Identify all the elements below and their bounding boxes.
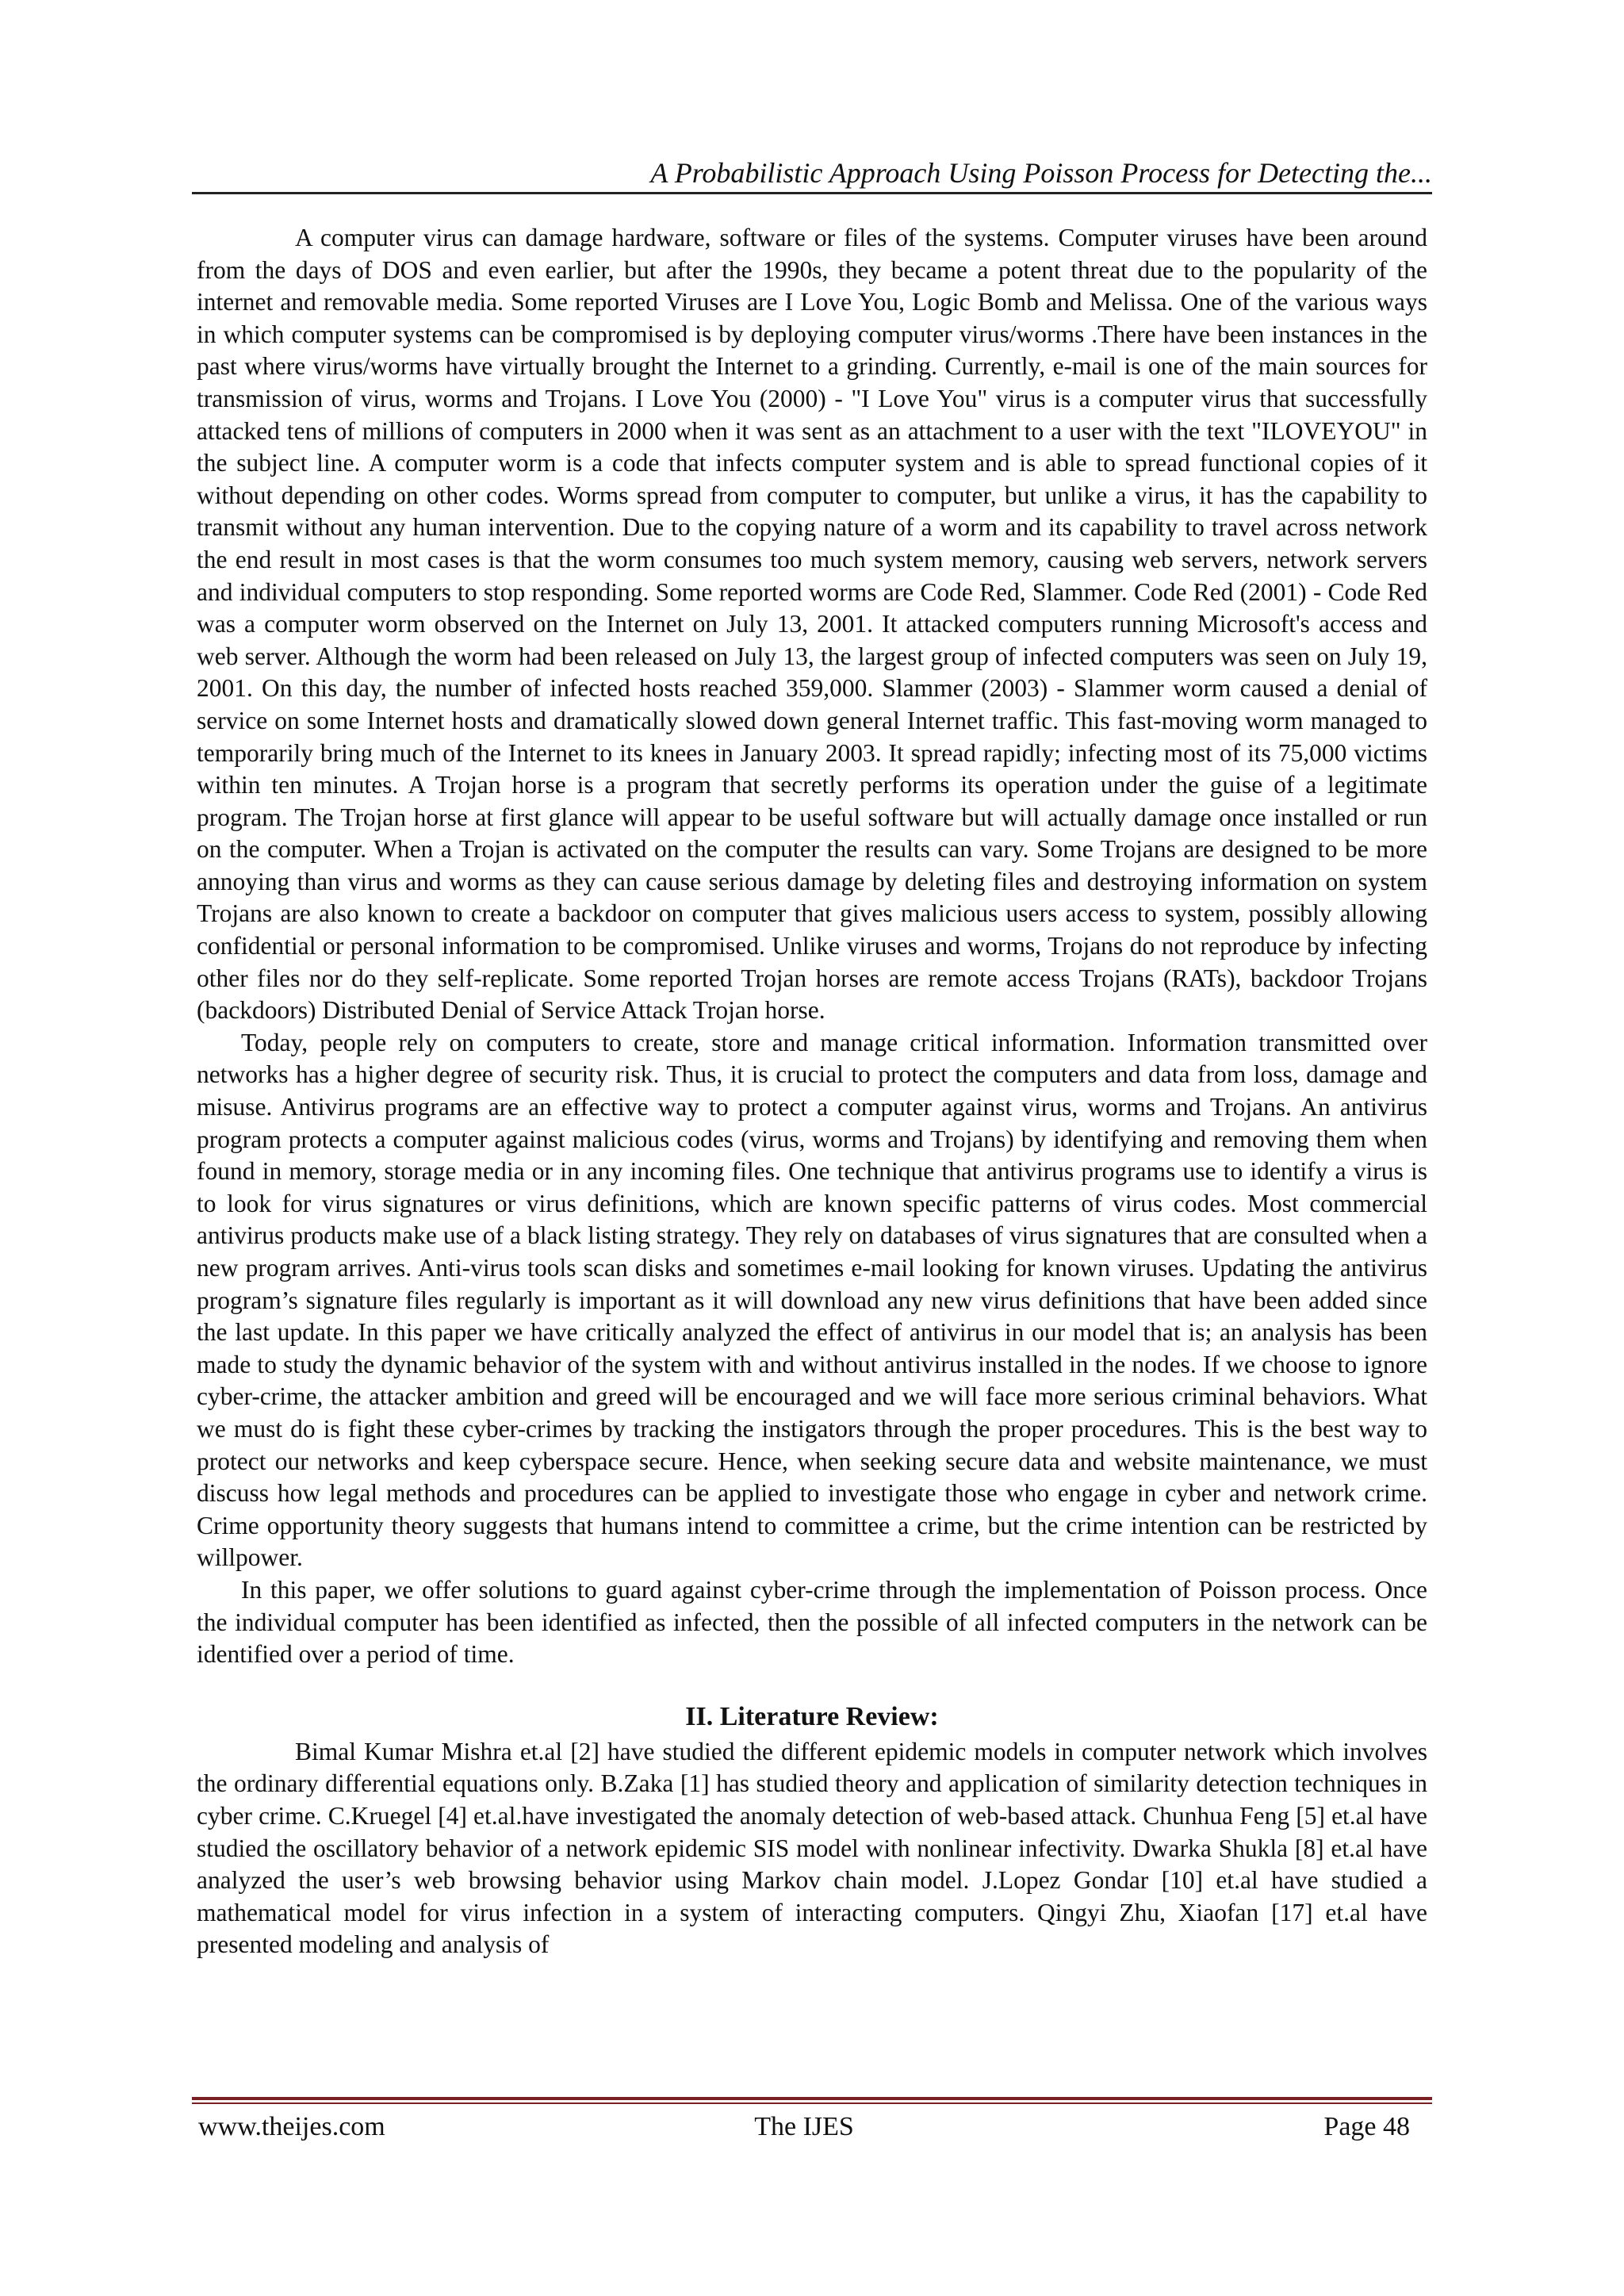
page-body: [197, 222, 1427, 1961]
section-heading: II. Literature Review:: [685, 1701, 939, 1731]
body-paragraph-1: A computer virus can damage hardware, software or files of the systems. Computer viruses have been around from the days of DOS and even earlier, but after the 1990s, they became a potent threat due to the popularity of the internet and removable media. Some reported Viruses are I Love You, Logic Bomb and Melissa. One of the various ways in which computer systems can be compromised is by deploying computer virus/worms .There have been instances in the past where virus/worms have virtually brought the Internet to a grinding. Currently, e-mail is one of the main sources for transmission of virus, worms and Trojans. I Love You (2000) - "I Love You" virus is a computer virus that successfully attacked tens of millions of computers in 2000 when it was sent as an attachment to a user with the text "ILOVEYOU" in the subject line. A computer worm is a code that infects computer system and is able to spread functional copies of it without depending on other codes. Worms spread from computer to computer, but unlike a virus, it has the capability to transmit without any human intervention. Due to the copying nature of a worm and its capability to travel across network the end result in most cases is that the worm consumes too much system memory, causing web servers, network servers and individual computers to stop responding. Some reported worms are Code Red, Slammer. Code Red (2001) - Code Red was a computer worm observed on the Internet on July 13, 2001. It attacked computers running Microsoft's access and web server. Although the worm had been released on July 13, the largest group of infected computers was seen on July 19, 2001. On this day, the number of infected hosts reached 359,000. Slammer (2003) - Slammer worm caused a denial of service on some Internet hosts and dramatically slowed down general Internet traffic. This fast-moving worm managed to temporarily bring much of the Internet to its knees in January 2003. It spread rapidly; infecting most of its 75,000 victims within ten minutes. A Trojan horse is a program that secretly performs its operation under the guise of a legitimate program. The Trojan horse at first glance will appear to be useful software but will actually damage once installed or run on the computer. When a Trojan is activated on the computer the results can vary. Some Trojans are designed to be more annoying than virus and worms as they can cause serious damage by deleting files and destroying information on system Trojans are also known to create a backdoor on computer that gives malicious users access to system, possibly allowing confidential or personal information to be compromised. Unlike viruses and worms, Trojans do not reproduce by infecting other files nor do they self-replicate. Some reported Trojan horses are remote access Trojans (RATs), backdoor Trojans (backdoors) Distributed Denial of Service Attack Trojan horse.: [197, 224, 1427, 1025]
running-header-title: A Probabilistic Approach Using Poisson Process for Detecting the...: [650, 157, 1432, 189]
footer-website: www.theijes.com: [198, 2112, 385, 2141]
literature-review-paragraph: Bimal Kumar Mishra et.al [2] have studied the different epidemic models in computer network which involves the ordinary differential equations only. B.Zaka [1] has studied theory and application of similarity detection techniques in cyber crime. C.Kruegel [4] et.al.have investigated the anomaly detection of web-based attack. Chunhua Feng [5] et.al have studied the oscillatory behavior of a network epidemic SIS model with nonlinear infectivity. Dwarka Shukla [8] et.al have analyzed the user’s web browsing behavior using Markov chain model. J.Lopez Gondar [10] et.al have studied a mathematical model for virus infection in a system of interacting computers. Qingyi Zhu, Xiaofan [17] et.al have presented modeling and analysis of: [197, 1737, 1427, 1959]
header-rule: [192, 192, 1432, 194]
footer-rule-thin: [192, 2102, 1432, 2104]
body-paragraph-3: In this paper, we offer solutions to guard against cyber-crime through the implementation of Poisson process. Once the individual computer has been identified as infected, then the possible of all infected computers in the network can be identified over a period of time.: [197, 1575, 1427, 1669]
body-paragraph-2: Today, people rely on computers to create, store and manage critical information. Information transmitted over networks has a higher degree of security risk. Thus, it is crucial to protect the computers and data from loss, damage and misuse. Antivirus programs are an effective way to protect a computer against virus, worms and Trojans. An antivirus program protects a computer against malicious codes (virus, worms and Trojans) by identifying and removing them when found in memory, storage media or in any incoming files. One technique that antivirus programs use to identify a virus is to look for virus signatures or virus definitions, which are known specific patterns of virus codes. Most commercial antivirus products make use of a black listing strategy. They rely on databases of virus signatures that are consulted when a new program arrives. Anti-virus tools scan disks and sometimes e-mail looking for known viruses. Updating the antivirus program’s signature files regularly is important as it will download any new virus definitions that have been added since the last update. In this paper we have critically analyzed the effect of antivirus in our model that is; an analysis has been made to study the dynamic behavior of the system with and without antivirus installed in the nodes. If we choose to ignore cyber-crime, the attacker ambition and greed will be encouraged and we will face more serious criminal behaviors. What we must do is fight these cyber-crimes by tracking the instigators through the proper procedures. This is the best way to protect our networks and keep cyberspace secure. Hence, when seeking secure data and website maintenance, we must discuss how legal methods and procedures can be applied to investigate those who engage in cyber and network crime. Crime opportunity theory suggests that humans intend to committee a crime, but the crime intention can be restricted by willpower.: [197, 1028, 1427, 1572]
footer-rule: [192, 2097, 1432, 2100]
footer-page-number: Page 48: [1323, 2112, 1410, 2141]
footer-journal: The IJES: [754, 2112, 854, 2141]
